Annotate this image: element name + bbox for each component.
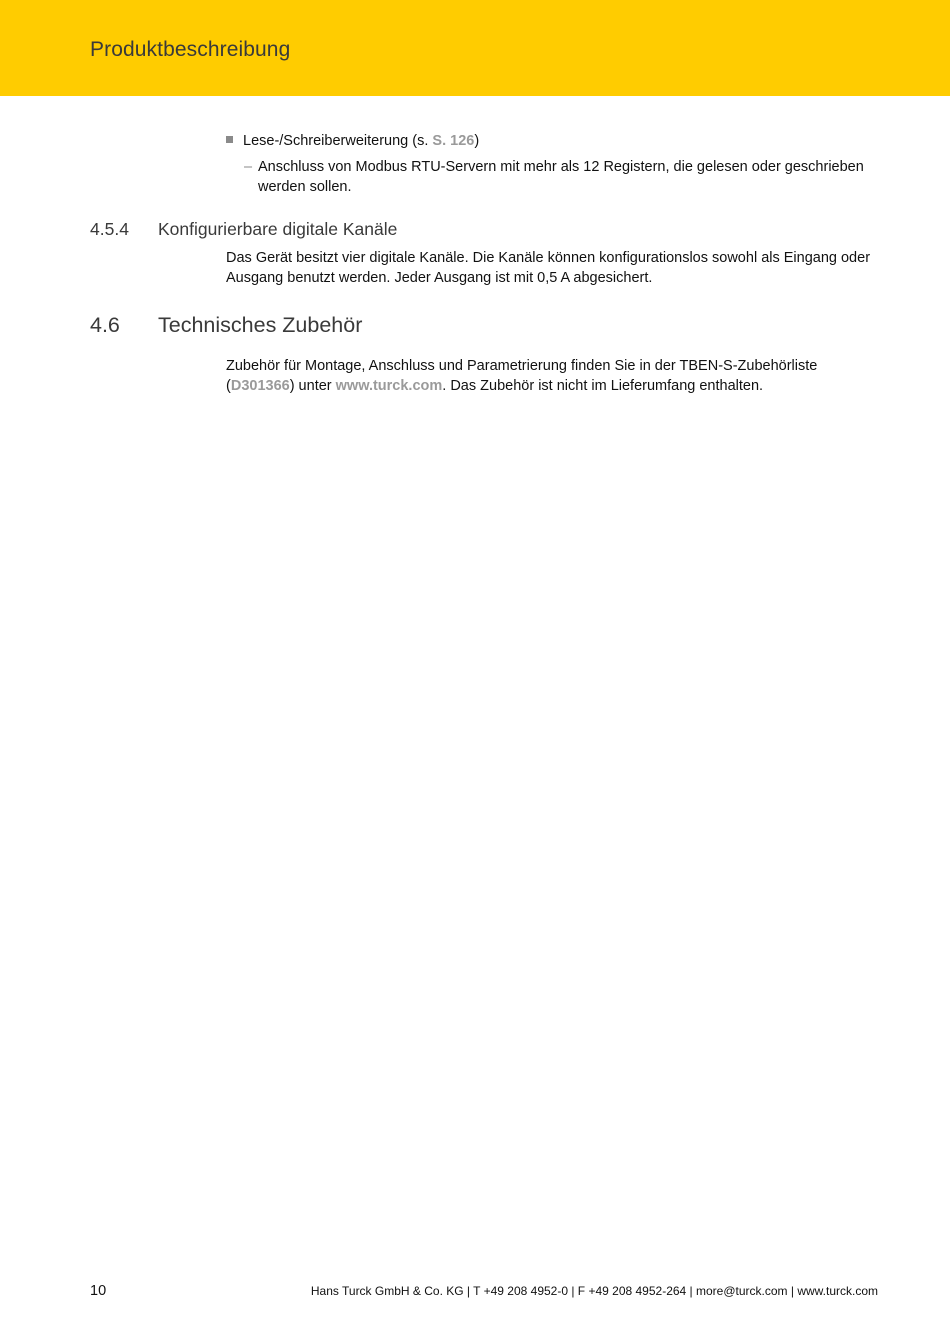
list-item <box>226 132 479 151</box>
website-link[interactable]: www.turck.com <box>335 377 443 394</box>
section-number: 4.6 <box>90 313 120 337</box>
document-link[interactable]: D301366 <box>230 377 290 394</box>
list-item-text: Lese-/Schreiberweiterung (s. <box>243 133 433 149</box>
body-text: ) unter <box>289 377 336 394</box>
footer-company-info: Hans Turck GmbH & Co. KG | T +49 208 4952-0 | F +49 208 4952-264 | more@turck.com | www.turck.com <box>310 1284 878 1298</box>
square-bullet-icon <box>226 136 233 143</box>
dash-bullet-icon: – <box>244 159 253 175</box>
sub-list-item-text: Anschluss von Modbus RTU-Servern mit mehr als 12 Registern, die gelesen oder geschrieben werden sollen. <box>258 159 864 195</box>
chapter-title: Produktbeschreibung <box>90 38 291 61</box>
body-text: . Das Zubehör ist nicht im Lieferumfang enthalten. <box>442 377 764 394</box>
page-number: 10 <box>90 1283 107 1299</box>
section-4-5-4-body: Das Gerät besitzt vier digitale Kanäle. Die Kanäle können konfigurationslos sowohl als Eingang oder Ausgang benutzt werden. Jeder Ausgang ist mit 0,5 A abgesichert. <box>226 250 871 286</box>
list-item-text-close: ) <box>474 133 480 149</box>
body-text: Zubehör für Montage, Anschluss und Parametrierung finden Sie in der TBEN-S-Zubehörliste ( <box>226 358 818 394</box>
section-title: Konfigurierbare digitale Kanäle <box>158 219 398 239</box>
sub-list-item <box>244 158 884 197</box>
section-heading-4-6 <box>90 313 362 338</box>
section-number: 4.5.4 <box>90 219 129 239</box>
page-reference-link[interactable]: S. 126 <box>432 133 475 149</box>
section-4-6-body <box>226 357 886 396</box>
section-heading-4-5-4 <box>90 219 397 240</box>
section-title: Technisches Zubehör <box>158 313 363 337</box>
